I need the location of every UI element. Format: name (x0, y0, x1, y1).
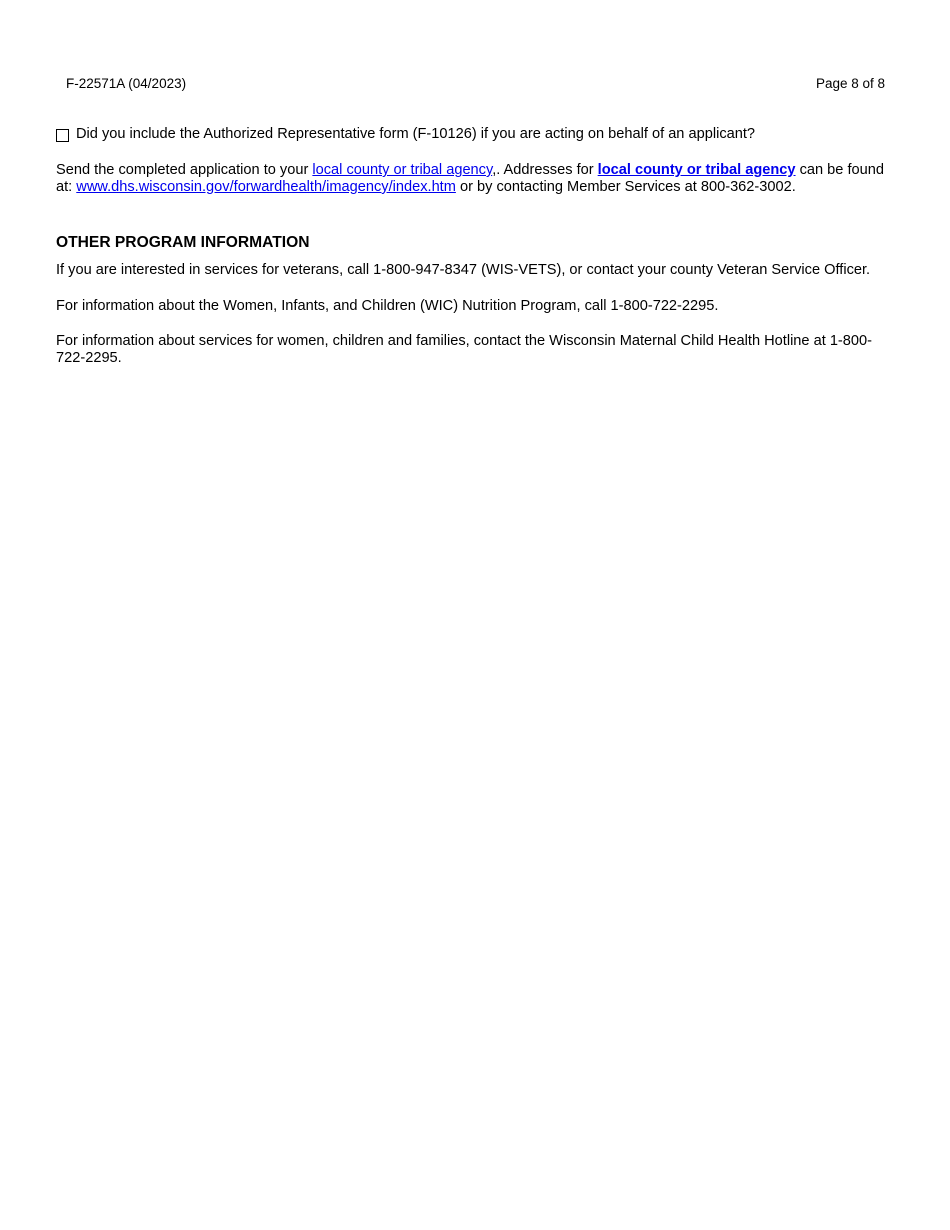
page-number: Page 8 of 8 (815, 76, 885, 91)
section-heading: OTHER PROGRAM INFORMATION (56, 234, 310, 251)
page-content (56, 126, 884, 367)
county-agency-link-bold[interactable]: local county or tribal agency (597, 162, 796, 178)
wic-info: For information about the Women, Infants, and Children (WIC) Nutrition Program, call 1-800-722-2295. (56, 298, 719, 314)
checklist-item (56, 126, 884, 143)
send-text-1: Send the completed application to your (56, 162, 313, 178)
veterans-info: If you are interested in services for veterans, call 1-800-947-8347 (WIS-VETS), or contact your county Veteran Service Officer. (56, 262, 871, 278)
send-text-3: can be found at: (56, 162, 884, 195)
send-instructions (56, 162, 884, 196)
county-agency-link[interactable]: local county or tribal agency (312, 162, 493, 178)
authorized-rep-checkbox[interactable] (56, 129, 69, 142)
send-text-2: ,. Addresses for (492, 162, 598, 178)
form-id: F-22571A (04/2023) (66, 76, 187, 91)
send-text-4: or by contacting Member Services at 800-362-3002. (455, 179, 796, 195)
dhs-url-link[interactable]: www.dhs.wisconsin.gov/forwardhealth/imagency/index.htm (76, 179, 456, 195)
checklist-item-label: Did you include the Authorized Representative form (F-10126) if you are acting on behalf of an applicant? (76, 126, 756, 142)
maternal-child-health-info: For information about services for women, children and families, contact the Wisconsin Maternal Child Health Hotline at 1-800-722-2295. (56, 333, 873, 366)
